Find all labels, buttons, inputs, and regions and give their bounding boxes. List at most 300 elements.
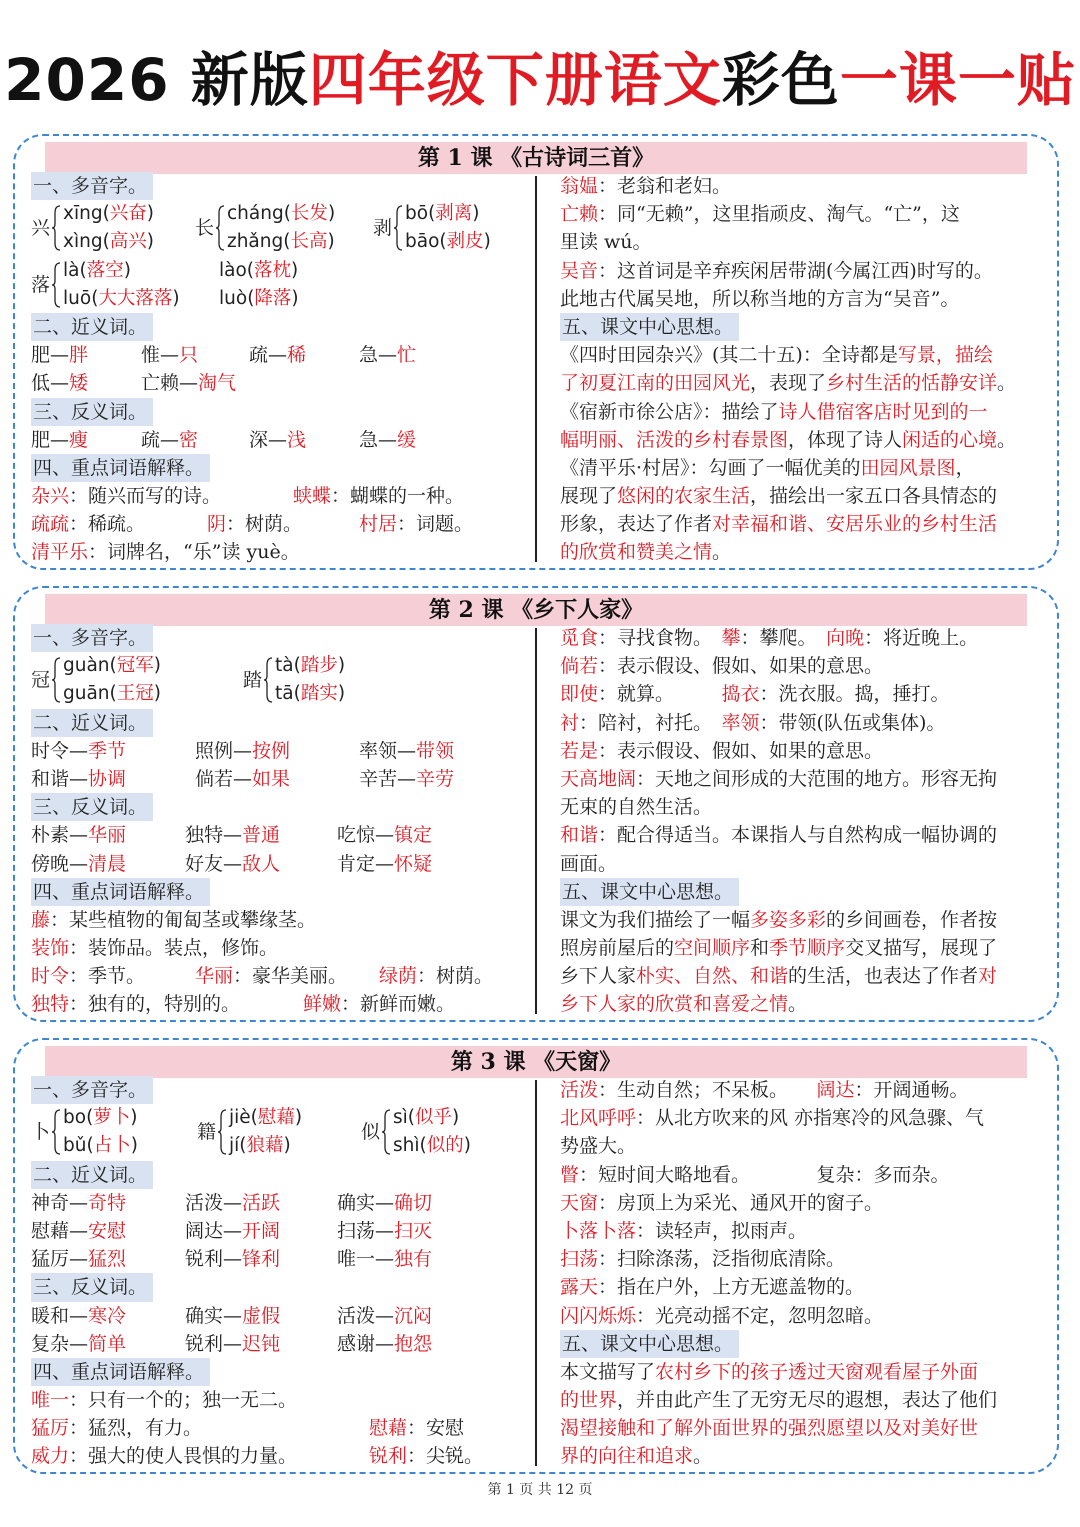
definition bbox=[207, 510, 302, 538]
text-line bbox=[560, 1076, 1050, 1104]
term: 扫荡— bbox=[337, 1219, 395, 1242]
definition-term: 独特 bbox=[31, 993, 70, 1016]
highlight-text: 捣衣 bbox=[721, 683, 760, 706]
text-line bbox=[560, 793, 1050, 821]
polyphone-char: 剥 bbox=[373, 217, 393, 240]
term-pair: 确切 bbox=[394, 1191, 433, 1214]
body-text: ，并由此产生了无穷无尽的遐想，表达了他们 bbox=[617, 1389, 998, 1412]
definition-text: ：新鲜而嫩。 bbox=[341, 993, 456, 1016]
term: 肯定— bbox=[337, 852, 395, 875]
highlight-text: 活泼 bbox=[560, 1079, 599, 1101]
text-line bbox=[560, 398, 1050, 426]
pinyin: xīng bbox=[63, 203, 103, 225]
section-heading-row bbox=[31, 793, 531, 821]
pinyin: xìng bbox=[63, 231, 103, 253]
body-text: ：光亮动摇不定，忽明忽暗。 bbox=[636, 1304, 884, 1327]
pinyin: guān bbox=[63, 683, 110, 705]
brace-icon bbox=[381, 1109, 391, 1155]
pinyin: bo bbox=[63, 1107, 87, 1129]
highlight-text: 乡村生活的恬静安详 bbox=[826, 372, 998, 395]
text-line bbox=[560, 454, 1050, 482]
definition-row bbox=[31, 482, 531, 510]
synonym-row-cell bbox=[31, 341, 88, 369]
text-line bbox=[560, 426, 1050, 454]
highlight-text: 率领 bbox=[721, 711, 760, 734]
body-text: 画面。 bbox=[560, 852, 618, 875]
highlight-text: 亡赖 bbox=[560, 203, 599, 226]
highlight-text: 对幸福和谐、安居乐业的乡村生活 bbox=[712, 513, 998, 536]
body-text: 。 bbox=[788, 993, 808, 1016]
term: 感谢— bbox=[337, 1332, 395, 1355]
body-text: 。 bbox=[997, 428, 1017, 451]
term: 朴素— bbox=[31, 824, 89, 847]
pinyin: shì bbox=[393, 1135, 420, 1157]
reading-1: là(落空) bbox=[63, 259, 131, 281]
definition-row bbox=[31, 1386, 531, 1414]
section-heading-row bbox=[560, 878, 1050, 906]
example-word: 落空 bbox=[86, 259, 124, 281]
body-text: ：将近晚上。 bbox=[864, 627, 979, 649]
term: 疏— bbox=[141, 428, 180, 451]
highlight-text: 翁媪 bbox=[560, 175, 599, 197]
definition-term: 唯一 bbox=[31, 1389, 70, 1412]
text-line bbox=[560, 990, 1050, 1018]
body-text: ，体现了诗人 bbox=[788, 428, 903, 451]
section-heading: 一、多音字。 bbox=[31, 624, 153, 652]
term: 复杂— bbox=[31, 1332, 89, 1355]
highlight-text: 即使 bbox=[560, 683, 599, 706]
term-pair: 瘦 bbox=[69, 428, 89, 451]
reading-2: xìng(高兴) bbox=[63, 231, 155, 253]
synonym-row-cell bbox=[141, 369, 236, 397]
term-pair: 镇定 bbox=[394, 824, 433, 847]
term-pair: 协调 bbox=[88, 767, 127, 790]
definition-term: 华丽 bbox=[195, 965, 234, 988]
term-pair: 扫灭 bbox=[394, 1219, 433, 1242]
synonym-row-cell bbox=[359, 737, 454, 765]
term-pair: 淘气 bbox=[198, 372, 237, 395]
antonym-row-cell bbox=[185, 821, 280, 849]
definition-term: 清平乐 bbox=[31, 541, 89, 564]
synonym-row-cell bbox=[359, 765, 454, 793]
highlight-text: 扫荡 bbox=[560, 1248, 599, 1271]
example-word: 似乎 bbox=[415, 1107, 453, 1129]
body-text: ：开阔通畅。 bbox=[854, 1079, 969, 1101]
body-text: ：老翁和老妇。 bbox=[598, 175, 732, 197]
antonym-row bbox=[31, 426, 531, 454]
section-heading: 三、反义词。 bbox=[31, 793, 153, 821]
text-line bbox=[560, 962, 1050, 990]
antonym-row bbox=[31, 1330, 531, 1358]
definition-row bbox=[31, 962, 531, 990]
left-column bbox=[31, 624, 531, 1019]
polyphone-char: 冠 bbox=[31, 669, 51, 692]
body-text: 此地古代属吴地，所以称当地的方言为“吴音”。 bbox=[560, 287, 960, 310]
synonym-row-cell bbox=[337, 1245, 432, 1273]
antonym-row-cell bbox=[185, 1302, 280, 1330]
text-line bbox=[560, 652, 1050, 680]
definition-text: ：安慰 bbox=[407, 1417, 465, 1440]
synonym-row-cell bbox=[185, 1189, 280, 1217]
highlight-text: 幅明丽、活泼的乡村春景图 bbox=[560, 428, 789, 451]
definition-term: 藤 bbox=[31, 908, 51, 931]
brace-icon bbox=[51, 1109, 61, 1155]
highlight-text: 闲适的心境 bbox=[902, 428, 998, 451]
term-pair: 忙 bbox=[397, 344, 417, 367]
term: 率领— bbox=[359, 739, 417, 762]
lesson-card-2 bbox=[13, 586, 1059, 1022]
example-word: 剥离 bbox=[435, 203, 473, 225]
term-pair: 敌人 bbox=[242, 852, 281, 875]
text-line bbox=[560, 1104, 1050, 1132]
text-line bbox=[560, 510, 1050, 538]
text-line bbox=[560, 172, 1050, 200]
body-text: 。 bbox=[712, 541, 732, 564]
highlight-text: 悠闲的农家生活 bbox=[617, 485, 751, 508]
definition-row bbox=[31, 1414, 531, 1442]
text-line bbox=[560, 850, 1050, 878]
definition bbox=[195, 962, 347, 990]
section-heading-row bbox=[31, 398, 531, 426]
highlight-text: 了初夏江南的田园风光 bbox=[560, 372, 751, 395]
antonym-row bbox=[31, 821, 531, 849]
definition-text: ：尖锐。 bbox=[407, 1445, 484, 1468]
highlight-text: 攀 bbox=[721, 627, 741, 649]
polyphone-block bbox=[31, 200, 531, 256]
lesson-header: 第 1 课 《古诗词三首》 bbox=[45, 142, 1027, 174]
definition bbox=[369, 1442, 483, 1470]
section-heading: 二、近义词。 bbox=[31, 1161, 153, 1189]
definition-row bbox=[31, 934, 531, 962]
term-pair: 怀疑 bbox=[394, 852, 433, 875]
highlight-text: 空间顺序 bbox=[674, 937, 751, 960]
definition-text: ：季节。 bbox=[69, 965, 146, 988]
body-text: ：同“无赖”，这里指顽皮、淘气。“亡”，这 bbox=[598, 203, 960, 226]
antonym-row-cell bbox=[185, 850, 280, 878]
antonym-row-cell bbox=[31, 1302, 126, 1330]
antonym-row-cell bbox=[359, 426, 416, 454]
antonym-row bbox=[31, 1302, 531, 1330]
section-heading: 五、课文中心思想。 bbox=[560, 878, 739, 906]
polyphone-char: 踏 bbox=[243, 669, 263, 692]
highlight-text: 田园风景图 bbox=[860, 456, 956, 479]
definition bbox=[31, 1386, 297, 1414]
pinyin: zhǎng bbox=[227, 231, 284, 253]
pinyin: sì bbox=[393, 1107, 408, 1129]
example-word: 高兴 bbox=[109, 231, 147, 253]
body-text: 。 bbox=[997, 372, 1017, 395]
synonym-row-cell bbox=[141, 341, 198, 369]
synonym-row bbox=[31, 1245, 531, 1273]
pinyin: cháng bbox=[227, 203, 284, 225]
polyphone-char: 兴 bbox=[31, 217, 51, 240]
lesson-header: 第 2 课 《乡下人家》 bbox=[45, 594, 1027, 626]
body-text: ：天地之间形成的大范围的地方。形容无拘 bbox=[636, 767, 998, 790]
highlight-text: 天高地阔 bbox=[560, 767, 637, 790]
term: 辛苦— bbox=[359, 767, 417, 790]
definition-text: ：某些植物的匍匐茎或攀缘茎。 bbox=[50, 908, 317, 931]
highlight-text: 天窗 bbox=[560, 1191, 599, 1214]
section-heading-row bbox=[31, 709, 531, 737]
antonym-row-cell bbox=[337, 1330, 432, 1358]
definition bbox=[31, 1414, 202, 1442]
example-word: 长发 bbox=[290, 203, 328, 225]
definition-text: ：装饰品。装点，修饰。 bbox=[69, 937, 279, 960]
synonym-row-cell bbox=[195, 737, 290, 765]
definition-row bbox=[31, 1442, 531, 1470]
term-pair: 胖 bbox=[69, 344, 89, 367]
body-text: 和 bbox=[750, 937, 770, 960]
antonym-row-cell bbox=[337, 821, 432, 849]
example-word: 冠军 bbox=[116, 655, 154, 677]
body-text: ：房顶上为采光、通风开的窗子。 bbox=[598, 1191, 884, 1214]
term: 确实— bbox=[337, 1191, 395, 1214]
term: 急— bbox=[359, 428, 398, 451]
text-line bbox=[560, 1189, 1050, 1217]
body-text: ：寻找食物。 bbox=[598, 627, 722, 649]
section-heading: 三、反义词。 bbox=[31, 398, 153, 426]
synonym-row bbox=[31, 765, 531, 793]
definition-term: 威力 bbox=[31, 1445, 70, 1468]
column-divider bbox=[535, 628, 537, 1014]
definition-row bbox=[31, 538, 531, 566]
term: 急— bbox=[359, 344, 398, 367]
reading-2: guān(王冠) bbox=[63, 683, 161, 705]
column-divider bbox=[535, 1080, 537, 1466]
term: 肥— bbox=[31, 344, 70, 367]
reading-2: bǔ(占卜) bbox=[63, 1135, 138, 1157]
definition bbox=[369, 1414, 464, 1442]
definition-term: 慰藉 bbox=[369, 1417, 408, 1440]
definition-term: 杂兴 bbox=[31, 485, 70, 508]
term: 和谐— bbox=[31, 767, 89, 790]
lesson-header: 第 3 课 《天窗》 bbox=[45, 1046, 1027, 1078]
text-line bbox=[560, 680, 1050, 708]
definition-term: 时令 bbox=[31, 965, 70, 988]
text-line bbox=[560, 906, 1050, 934]
highlight-text: 的欣赏和赞美之情 bbox=[560, 541, 713, 564]
example-word: 落枕 bbox=[254, 259, 292, 281]
term-pair: 稀 bbox=[287, 344, 307, 367]
right-column bbox=[560, 624, 1050, 1019]
synonym-row-cell bbox=[31, 765, 126, 793]
term: 暖和— bbox=[31, 1304, 89, 1327]
definition bbox=[31, 934, 278, 962]
term-pair: 如果 bbox=[252, 767, 291, 790]
body-text: ，描绘出一家五口各具情态的 bbox=[750, 485, 998, 508]
definition bbox=[293, 482, 464, 510]
term: 惟— bbox=[141, 344, 180, 367]
synonym-row-cell bbox=[31, 1189, 126, 1217]
example-word: 长高 bbox=[290, 231, 328, 253]
example-word: 大大落落 bbox=[98, 287, 173, 309]
highlight-text: 吴音 bbox=[560, 259, 599, 282]
term: 确实— bbox=[185, 1304, 243, 1327]
text-line bbox=[560, 1245, 1050, 1273]
synonym-row-cell bbox=[31, 1245, 126, 1273]
definition-row bbox=[31, 510, 531, 538]
term: 活泼— bbox=[337, 1304, 395, 1327]
reading-2: bāo(剥皮) bbox=[405, 231, 491, 253]
term: 疏— bbox=[249, 344, 288, 367]
text-line bbox=[560, 1442, 1050, 1470]
synonym-row-cell bbox=[185, 1245, 280, 1273]
definition-term: 猛厉 bbox=[31, 1417, 70, 1440]
section-heading: 一、多音字。 bbox=[31, 172, 153, 200]
definition-text: ：强大的使人畏惧的力量。 bbox=[69, 1445, 298, 1468]
brace-icon bbox=[393, 205, 403, 251]
lesson-card-3 bbox=[13, 1038, 1059, 1474]
definition bbox=[31, 538, 300, 566]
section-heading-row bbox=[31, 313, 531, 341]
definition bbox=[31, 990, 240, 1018]
synonym-row bbox=[31, 369, 531, 397]
reading-1: sì(似乎) bbox=[393, 1107, 460, 1129]
term: 照例— bbox=[195, 739, 253, 762]
highlight-text: 若是 bbox=[560, 739, 599, 762]
section-heading: 四、重点词语解释。 bbox=[31, 454, 210, 482]
section-heading: 一、多音字。 bbox=[31, 1076, 153, 1104]
section-heading: 四、重点词语解释。 bbox=[31, 878, 210, 906]
section-heading: 二、近义词。 bbox=[31, 709, 153, 737]
term: 锐利— bbox=[185, 1248, 243, 1271]
definition-term: 鲜嫩 bbox=[303, 993, 342, 1016]
polyphone-char: 卜 bbox=[31, 1121, 51, 1144]
definition-text: ：树荫。 bbox=[417, 965, 494, 988]
reading-1: tà(踏步) bbox=[275, 655, 346, 677]
reading-3: lào(落枕) bbox=[219, 259, 299, 281]
highlight-text: 露天 bbox=[560, 1276, 599, 1299]
body-text: 交叉描写，展现了 bbox=[845, 937, 998, 960]
highlight-text: 北风呼呼 bbox=[560, 1107, 637, 1130]
body-text: ，表现了 bbox=[750, 372, 827, 395]
antonym-row-cell bbox=[185, 1330, 280, 1358]
text-line bbox=[560, 369, 1050, 397]
body-text: 《清平乐·村居》：勾画了一幅优美的 bbox=[560, 456, 861, 479]
synonym-row-cell bbox=[31, 737, 126, 765]
section-heading-row bbox=[560, 1330, 1050, 1358]
left-column bbox=[31, 172, 531, 567]
body-text: 的生活，也表达了作者 bbox=[788, 965, 979, 988]
body-text: ：读轻声，拟雨声。 bbox=[636, 1219, 808, 1242]
term-pair: 寒冷 bbox=[88, 1304, 127, 1327]
highlight-text: 朴实、自然、和谐 bbox=[636, 965, 789, 988]
reading-1: guàn(冠军) bbox=[63, 655, 161, 677]
definition-text: ：稀疏。 bbox=[69, 513, 146, 536]
term-pair: 独有 bbox=[394, 1248, 433, 1271]
term-pair: 活跃 bbox=[242, 1191, 281, 1214]
brace-icon bbox=[215, 205, 225, 251]
synonym-row-cell bbox=[359, 341, 416, 369]
pinyin: jiè bbox=[229, 1107, 251, 1129]
definition-term: 装饰 bbox=[31, 937, 70, 960]
polyphone-block bbox=[31, 652, 531, 708]
example-word: 慰藉 bbox=[257, 1107, 295, 1129]
body-text: ：攀爬。 bbox=[740, 627, 827, 649]
definition bbox=[31, 906, 316, 934]
body-text: ：就算。 bbox=[598, 683, 722, 706]
term-pair: 奇特 bbox=[88, 1191, 127, 1214]
polyphone-block bbox=[31, 257, 531, 313]
text-line bbox=[560, 765, 1050, 793]
brace-icon bbox=[51, 262, 61, 308]
antonym-row-cell bbox=[337, 850, 432, 878]
reading-1: bō(剥离) bbox=[405, 203, 480, 225]
term-pair: 虚假 bbox=[242, 1304, 281, 1327]
section-heading-row bbox=[31, 1273, 531, 1301]
body-text: 势盛大。 bbox=[560, 1135, 637, 1158]
reading-2: zhǎng(长高) bbox=[227, 231, 335, 253]
antonym-row-cell bbox=[31, 821, 126, 849]
pinyin: luò bbox=[219, 287, 248, 309]
body-text: ：带领(队伍或集体)。 bbox=[759, 711, 946, 734]
highlight-text: 卜落卜落 bbox=[560, 1219, 637, 1242]
brace-icon bbox=[51, 205, 61, 251]
text-line bbox=[560, 737, 1050, 765]
definition bbox=[379, 962, 493, 990]
brace-icon bbox=[51, 657, 61, 703]
text-line bbox=[560, 1132, 1050, 1160]
definition-term: 村居 bbox=[359, 513, 398, 536]
highlight-text: 农村乡下的孩子透过天窗观看屋子外面 bbox=[655, 1360, 979, 1383]
body-text: ：配合得适当。本课指人与自然构成一幅协调的 bbox=[598, 824, 998, 847]
polyphone-char: 籍 bbox=[197, 1121, 217, 1144]
body-text: 本文描写了 bbox=[560, 1360, 656, 1383]
pinyin: guàn bbox=[63, 655, 110, 677]
body-text: 乡下人家 bbox=[560, 965, 637, 988]
pinyin: lào bbox=[219, 259, 247, 281]
highlight-text: 瞥 bbox=[560, 1163, 580, 1186]
text-line bbox=[560, 1273, 1050, 1301]
text-line bbox=[560, 257, 1050, 285]
body-text: 《四时田园杂兴》(其二十五)：全诗都是 bbox=[560, 344, 898, 367]
synonym-row-cell bbox=[31, 369, 88, 397]
term-pair: 带领 bbox=[416, 739, 455, 762]
pinyin: jí bbox=[229, 1135, 240, 1157]
reading-1: bo(萝卜) bbox=[63, 1107, 138, 1129]
highlight-text: 衬 bbox=[560, 711, 580, 734]
definition-text: ：词牌名，“乐”读 yuè。 bbox=[88, 541, 300, 564]
term: 低— bbox=[31, 372, 70, 395]
body-text: 形象，表达了作者 bbox=[560, 513, 713, 536]
term-pair: 清晨 bbox=[88, 852, 127, 875]
definition-text: ：豪华美丽。 bbox=[233, 965, 348, 988]
text-line bbox=[560, 538, 1050, 566]
highlight-text: 和谐 bbox=[560, 824, 599, 847]
brace-icon bbox=[263, 657, 273, 703]
definition-term: 锐利 bbox=[369, 1445, 408, 1468]
reading-1: cháng(长发) bbox=[227, 203, 336, 225]
body-text: ， bbox=[955, 456, 975, 479]
example-word: 似的 bbox=[426, 1135, 464, 1157]
term: 神奇— bbox=[31, 1191, 89, 1214]
definition-text: ：蝴蝶的一种。 bbox=[331, 485, 465, 508]
pinyin: bō bbox=[405, 203, 429, 225]
body-text: 无束的自然生活。 bbox=[560, 796, 713, 819]
reading-1: xīng(兴奋) bbox=[63, 203, 155, 225]
text-line bbox=[560, 821, 1050, 849]
term-pair: 只 bbox=[179, 344, 199, 367]
section-heading: 二、近义词。 bbox=[31, 313, 153, 341]
synonym-row-cell bbox=[337, 1189, 432, 1217]
lesson-card-1 bbox=[13, 134, 1059, 570]
term: 亡赖— bbox=[141, 372, 199, 395]
polyphone-char: 似 bbox=[361, 1121, 381, 1144]
text-line bbox=[560, 200, 1050, 228]
term: 锐利— bbox=[185, 1332, 243, 1355]
body-text: ：这首词是辛弃疾闲居带湖(今属江西)时写的。 bbox=[598, 259, 993, 282]
section-heading-row bbox=[31, 1161, 531, 1189]
